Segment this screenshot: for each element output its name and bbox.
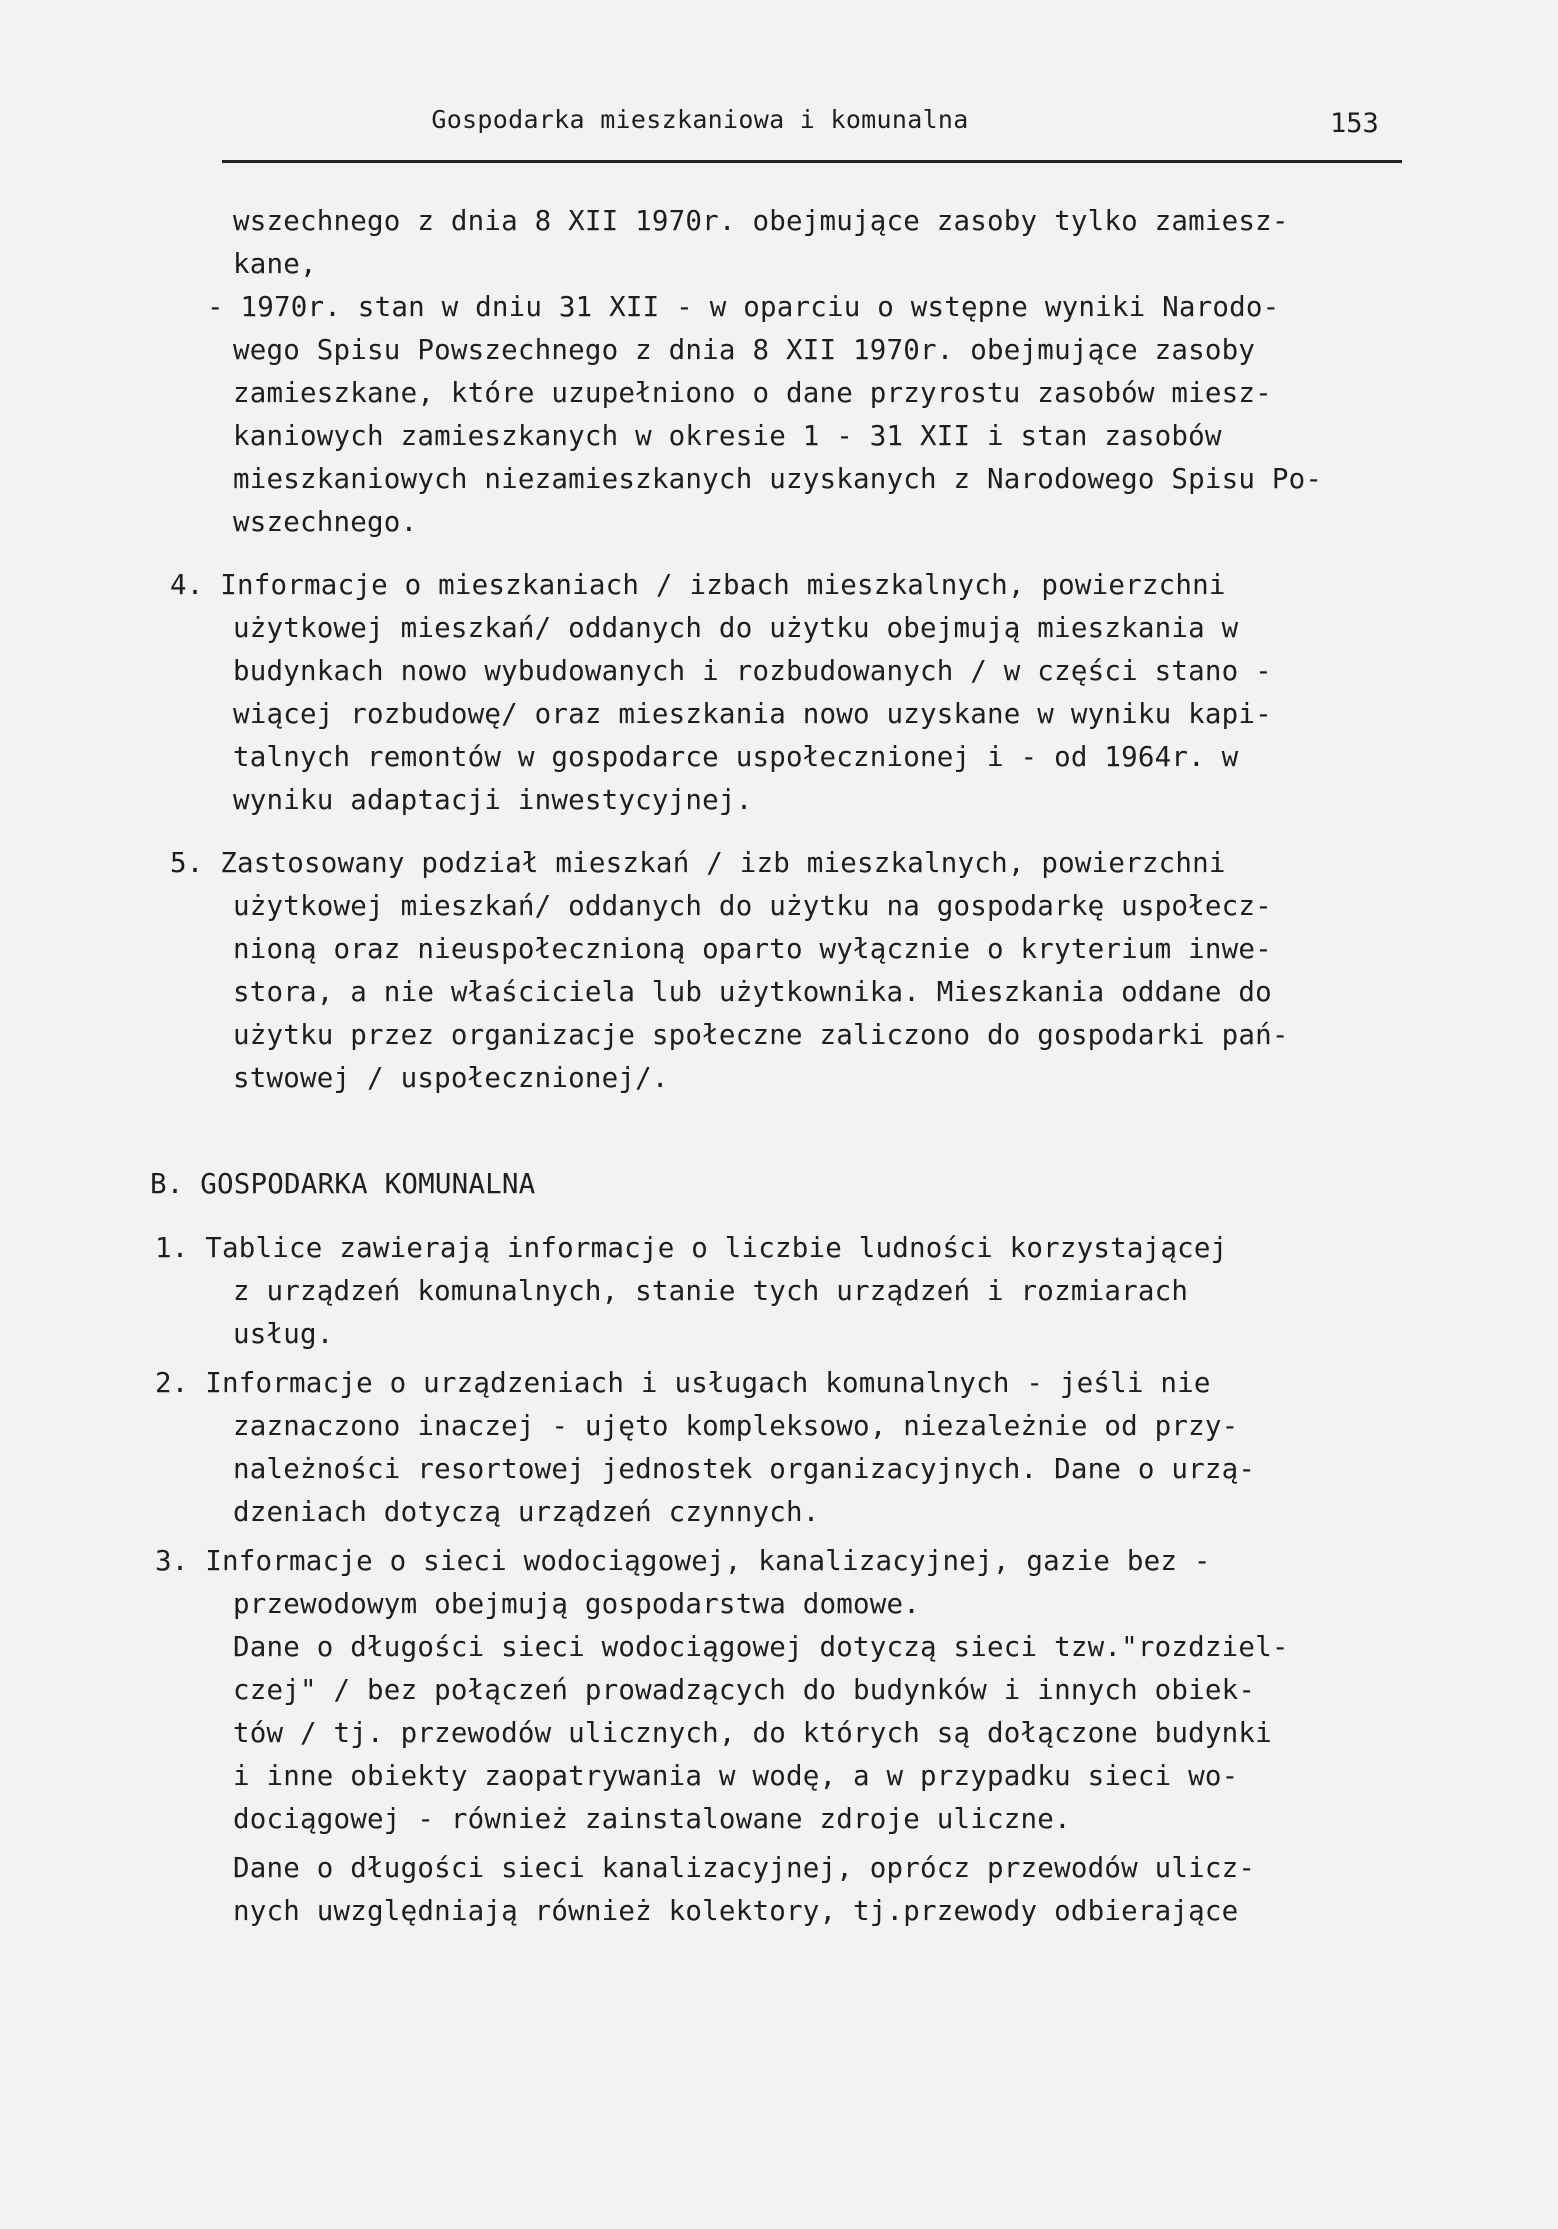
text-line: 3. Informacje o sieci wodociągowej, kanalizacyjnej, gazie bez - [155,1545,1211,1577]
text-line: tów / tj. przewodów ulicznych, do których są dołączone budynki [233,1717,1272,1749]
text-line: stwowej / uspołecznionej/. [233,1062,669,1094]
text-line: użytku przez organizacje społeczne zaliczono do gospodarki pań- [233,1019,1289,1051]
text-line: wszechnego. [233,506,418,538]
text-line: 4. Informacje o mieszkaniach / izbach mieszkalnych, powierzchni [170,569,1226,601]
header-rule [222,160,1402,163]
text-line: i inne obiekty zaopatrywania w wodę, a w przypadku sieci wo- [233,1760,1239,1792]
section-heading: B. GOSPODARKA KOMUNALNA [150,1168,536,1200]
text-line: budynkach nowo wybudowanych i rozbudowanych / w części stano - [233,655,1272,687]
text-line: użytkowej mieszkań/ oddanych do użytku na gospodarkę uspołecz- [233,890,1272,922]
text-line: Dane o długości sieci wodociągowej dotyczą sieci tzw."rozdziel- [233,1631,1289,1663]
text-line: 5. Zastosowany podział mieszkań / izb mieszkalnych, powierzchni [170,847,1226,879]
text-line: użytkowej mieszkań/ oddanych do użytku obejmują mieszkania w [233,612,1239,644]
text-line: zamieszkane, które uzupełniono o dane przyrostu zasobów miesz- [233,377,1272,409]
page-number: 153 [1330,108,1379,139]
text-line: nioną oraz nieuspołecznioną oparto wyłącznie o kryterium inwe- [233,933,1272,965]
text-line: wszechnego z dnia 8 XII 1970r. obejmujące zasoby tylko zamiesz- [233,205,1289,237]
text-line: przewodowym obejmują gospodarstwa domowe. [233,1588,921,1620]
text-line: dzeniach dotyczą urządzeń czynnych. [233,1496,820,1528]
text-line: zaznaczono inaczej - ujęto kompleksowo, niezależnie od przy- [233,1410,1239,1442]
text-line: dociągowej - również zainstalowane zdroje uliczne. [233,1803,1071,1835]
text-line: nych uwzględniają również kolektory, tj.przewody odbierające [233,1895,1239,1927]
text-line: - 1970r. stan w dniu 31 XII - w oparciu o wstępne wyniki Narodo- [207,291,1280,323]
text-line: wego Spisu Powszechnego z dnia 8 XII 1970r. obejmujące zasoby [233,334,1256,366]
text-line: czej" / bez połączeń prowadzących do budynków i innych obiek- [233,1674,1256,1706]
text-line: kane, [233,248,317,280]
text-line: należności resortowej jednostek organizacyjnych. Dane o urzą- [233,1453,1256,1485]
text-line: 2. Informacje o urządzeniach i usługach komunalnych - jeśli nie [155,1367,1211,1399]
text-line: wyniku adaptacji inwestycyjnej. [233,784,753,816]
text-line: stora, a nie właściciela lub użytkownika. Mieszkania oddane do [233,976,1272,1008]
text-line: z urządzeń komunalnych, stanie tych urządzeń i rozmiarach [233,1275,1189,1307]
text-line: talnych remontów w gospodarce uspołecznionej i - od 1964r. w [233,741,1239,773]
running-header: Gospodarka mieszkaniowa i komunalna [431,105,969,134]
text-line: usług. [233,1318,334,1350]
text-line: kaniowych zamieszkanych w okresie 1 - 31 XII i stan zasobów [233,420,1222,452]
text-line: wiącej rozbudowę/ oraz mieszkania nowo uzyskane w wyniku kapi- [233,698,1272,730]
text-line: 1. Tablice zawierają informacje o liczbie ludności korzystającej [155,1232,1228,1264]
text-line: mieszkaniowych niezamieszkanych uzyskanych z Narodowego Spisu Po- [233,463,1323,495]
text-line: Dane o długości sieci kanalizacyjnej, oprócz przewodów ulicz- [233,1852,1256,1884]
